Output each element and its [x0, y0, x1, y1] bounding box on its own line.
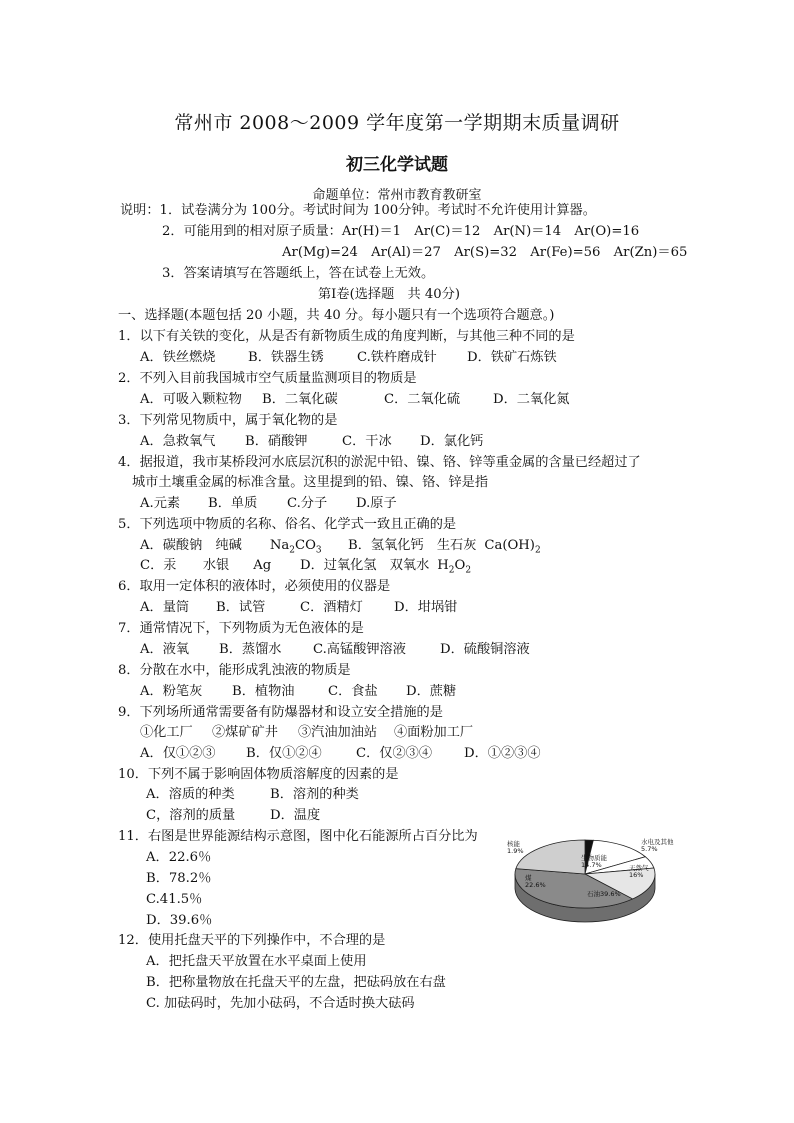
question-4-cont: 城市土壤重金属的标准含量。这里提到的铅、镍、铬、锌是指 [132, 475, 489, 490]
q10-option-a: A．溶质的种类 [146, 787, 235, 802]
q9-site-4: ④面粉加工厂 [394, 725, 474, 740]
q12-option-b: B．把称量物放在托盘天平的左盘，把砝码放在右盘 [146, 975, 446, 990]
question-7: 7．通常情况下，下列物质为无色液体的是 [118, 621, 364, 636]
formula-part: Na [269, 538, 290, 553]
q5-option-b-text: B．氢氧化钙 生石灰 [348, 538, 477, 553]
pie-label-0: 核能 1.9% [507, 840, 524, 855]
q5-option-c-formula: Ag [253, 558, 272, 573]
q8-option-c: C．食盐 [328, 684, 378, 699]
q9-option-c: C．仅②③④ [356, 746, 433, 761]
formula-sub: 2 [465, 565, 472, 576]
q9-option-a: A．仅①②③ [140, 746, 216, 761]
note-3: 3．答案请填写在答题纸上，答在试卷上无效。 [162, 266, 435, 281]
formula-sub: 2 [289, 545, 295, 556]
q2-option-c: C．二氧化硫 [384, 392, 461, 407]
q9-site-1: ①化工厂 [140, 725, 193, 740]
question-1: 1．以下有关铁的变化，从是否有新物质生成的角度判断，与其他三种不同的是 [118, 329, 575, 344]
q11-option-b: B．78.2％ [146, 871, 212, 886]
pie-slice-5 [516, 840, 585, 874]
q1-option-d: D．铁矿石炼铁 [467, 350, 557, 365]
question-9: 9．下列场所通常需要备有防爆器材和设立安全措施的是 [118, 705, 443, 720]
q7-option-d: D．硫酸铜溶液 [440, 642, 530, 657]
q1-option-c: C.铁杵磨成针 [357, 350, 437, 365]
q7-option-c: C.高锰酸钾溶液 [313, 642, 406, 657]
q6-option-b: B．试管 [216, 600, 266, 615]
pie-label-1: 生物质能 14.7% [581, 854, 607, 869]
q2-option-a: A．可吸入颗粒物 [140, 392, 242, 407]
formula-part: Ca(OH) [484, 538, 535, 553]
part-heading: 第Ⅰ卷(选择题 共 40分) [318, 287, 460, 302]
q2-option-d: D．二氧化氮 [493, 392, 570, 407]
formula-part: O [454, 558, 466, 573]
q10-option-d: D．温度 [270, 808, 321, 823]
q12-option-c: C. 加砝码时，先加小砝码，不合适时换大砝码 [146, 996, 415, 1011]
pie-label-2: 水电及其他 5.7% [641, 838, 674, 853]
q9-site-3: ③汽油加油站 [298, 725, 378, 740]
note-2: 2．可能用到的相对原子质量：Ar(H)＝1 Ar(C)＝12 Ar(N)＝14 Ar(O)=16 [162, 224, 640, 239]
q4-option-c: C.分子 [287, 496, 328, 511]
exam-unit: 命题单位：常州市教育教研室 [312, 188, 482, 203]
q4-option-a: A.元素 [140, 496, 181, 511]
q11-option-c: C.41.5％ [146, 892, 203, 907]
question-10: 10．下列不属于影响固体物质溶解度的因素的是 [118, 767, 399, 782]
q5-option-d-text: D．过氧化氢 双氧水 [300, 558, 430, 573]
q10-option-b: B．溶剂的种类 [270, 787, 359, 802]
q6-option-d: D．坩埚钳 [394, 600, 458, 615]
q7-option-a: A．液氧 [140, 642, 190, 657]
formula-part: H [437, 558, 449, 573]
q3-option-a: A．急救氧气 [140, 434, 216, 449]
question-5: 5．下列选项中物质的名称、俗名、化学式一致且正确的是 [118, 517, 457, 532]
pie-label-5: 煤 22.6% [525, 874, 546, 889]
question-12: 12．使用托盘天平的下列操作中，不合理的是 [118, 933, 386, 948]
q6-option-a: A．量筒 [140, 600, 190, 615]
q1-option-b: B．铁器生锈 [248, 350, 324, 365]
formula-sub: 3 [315, 545, 322, 556]
pie-label-4: 石油39.6% [587, 890, 621, 898]
q11-option-a: A．22.6％ [146, 850, 212, 865]
q2-option-b: B．二氧化碳 [262, 392, 338, 407]
q3-option-d: D．氯化钙 [420, 434, 484, 449]
q12-option-a: A．把托盘天平放置在水平桌面上使用 [146, 954, 367, 969]
q3-option-b: B．硝酸钾 [245, 434, 308, 449]
q11-option-d: D．39.6％ [146, 913, 213, 928]
q9-option-d: D．①②③④ [464, 746, 541, 761]
q8-option-a: A．粉笔灰 [140, 684, 203, 699]
q8-option-b: B．植物油 [232, 684, 295, 699]
formula-sub: 2 [534, 545, 541, 556]
q5-option-d-formula [437, 558, 472, 576]
q9-option-b: B．仅①②④ [246, 746, 322, 761]
q9-site-2: ②煤矿矿井 [212, 725, 278, 740]
question-11: 11．右图是世界能源结构示意图，图中化石能源所占百分比为 [118, 829, 478, 844]
q6-option-c: C．酒精灯 [300, 600, 363, 615]
q5-option-c [140, 557, 271, 575]
q8-option-d: D．蔗糖 [406, 684, 457, 699]
formula-sub: 2 [448, 565, 455, 576]
q5-option-a-text: A．碳酸钠 纯碱 [140, 538, 242, 553]
question-3: 3．下列常见物质中，属于氧化物的是 [118, 413, 338, 428]
energy-structure-pie-chart [500, 824, 674, 936]
q7-option-b: B．蒸馏水 [219, 642, 282, 657]
q5-option-c-text: C．汞 水银 [140, 558, 230, 573]
exam-subtitle: 初三化学试题 [346, 155, 448, 175]
note-2-cont: Ar(Mg)=24 Ar(Al)＝27 Ar(S)=32 Ar(Fe)=56 Ar(Zn)＝65 [282, 245, 688, 260]
pie-label-3: 天然气 16% [629, 864, 649, 879]
section-intro: 一、选择题(本题包括 20 小题，共 40 分。每小题只有一个选项符合题意。) [118, 308, 555, 323]
q3-option-c: C．干冰 [342, 434, 392, 449]
formula-part: CO [294, 538, 316, 553]
q5-option-d [300, 557, 471, 580]
q5-option-b-formula [484, 538, 541, 556]
q10-option-c: C，溶剂的质量 [146, 808, 236, 823]
question-4: 4．据报道，我市某桥段河水底层沉积的淤泥中铅、镍、铬、锌等重金属的含量已经超过了 [118, 455, 641, 470]
q4-option-d: D.原子 [356, 496, 397, 511]
q5-option-a-formula [269, 538, 322, 556]
q4-option-b: B．单质 [208, 496, 258, 511]
note-1: 说明：1．试卷满分为 100分。考试时间为 100分钟。考试时不允许使用计算器。 [120, 203, 596, 218]
question-8: 8．分散在水中，能形成乳浊液的物质是 [118, 663, 351, 678]
question-2: 2．不列入目前我国城市空气质量监测项目的物质是 [118, 371, 417, 386]
q1-option-a: A．铁丝燃烧 [140, 350, 216, 365]
question-6: 6．取用一定体积的液体时，必须使用的仪器是 [118, 579, 391, 594]
exam-title: 常州市 2008～2009 学年度第一学期期末质量调研 [174, 112, 620, 134]
